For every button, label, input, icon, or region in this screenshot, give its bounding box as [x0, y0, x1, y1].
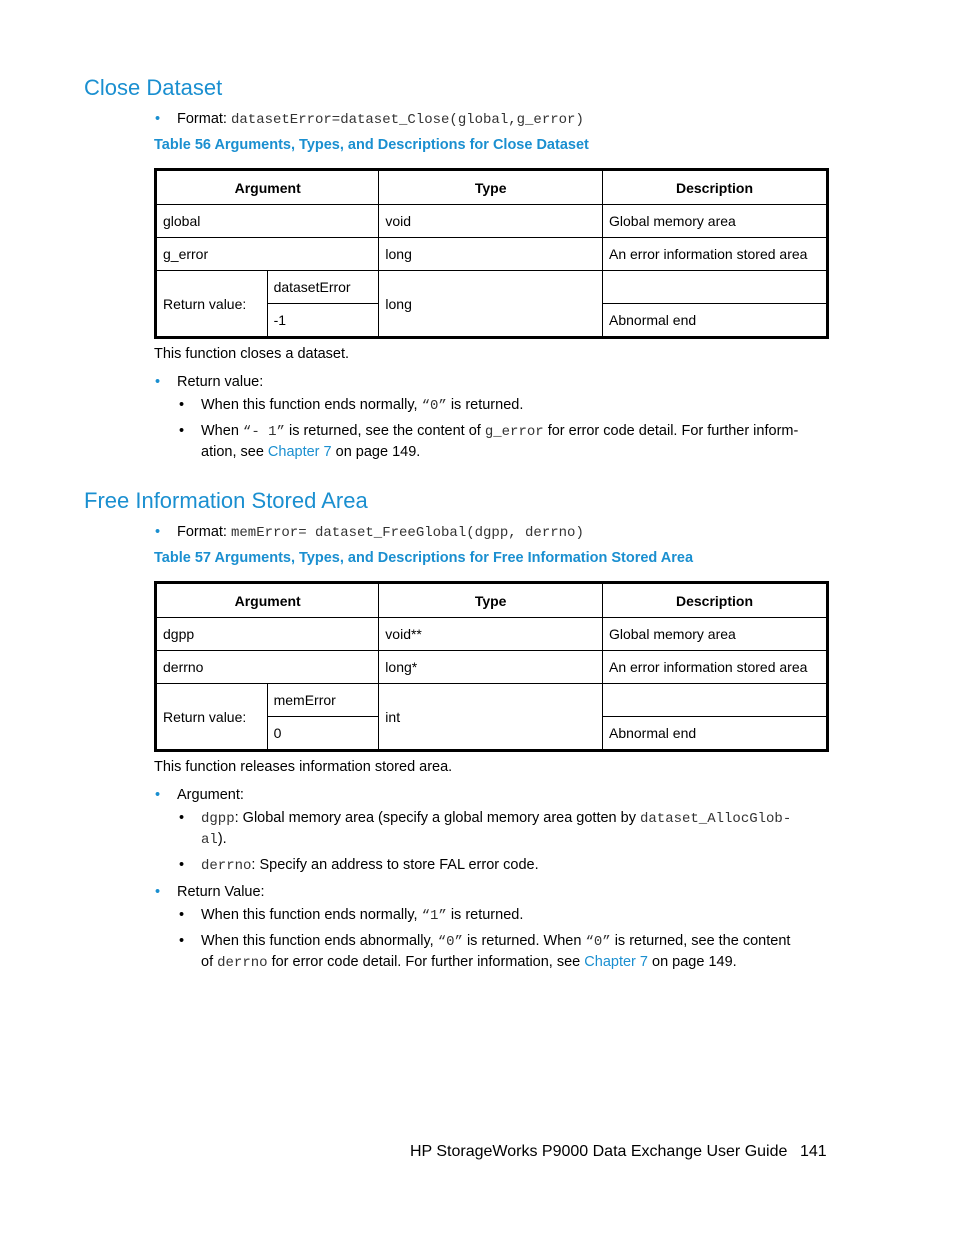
close-intro: This function closes a dataset.	[154, 346, 350, 362]
table-row: -1 Abnormal end	[156, 304, 828, 338]
page-number: 141	[800, 1143, 827, 1160]
header-type: Type	[379, 170, 603, 205]
bullet-icon: •	[155, 111, 161, 127]
close-dataset-table	[154, 168, 829, 339]
free-return-list: • Return Value: • When this function ends normally, “1” is returned. • When this function ends abnormally, “0” is returned. When “0” is returned, see the content of derrno for error code detail. For further information, see Chapter 7 on page 149.	[155, 884, 791, 971]
bullet-icon: •	[155, 524, 161, 540]
close-format-bullet: • Format: datasetError=dataset_Close(global,g_error)	[155, 111, 584, 128]
bullet-icon: •	[155, 787, 161, 803]
table-row: global void Global memory area	[156, 205, 828, 238]
free-argument-list: • Argument: • dgpp: Global memory area (specify a global memory area gotten by dataset_AllocGlob- al). • derrno: Specify an address to store FAL error code.	[155, 787, 792, 874]
format-code: datasetError=dataset_Close(global,g_error)	[230, 112, 584, 128]
format-code: memError= dataset_FreeGlobal(dgpp, derrno)	[230, 525, 584, 541]
bullet-icon: •	[179, 423, 185, 439]
table-row: 0 Abnormal end	[156, 717, 828, 751]
header-argument: Argument	[156, 583, 379, 618]
chapter-link[interactable]: Chapter 7	[267, 444, 332, 460]
chapter-link[interactable]: Chapter 7	[584, 954, 648, 970]
bullet-icon: •	[179, 810, 185, 826]
section-heading: Free Information Stored Area	[84, 488, 368, 513]
header-argument: Argument	[156, 170, 379, 205]
header-description: Description	[603, 170, 828, 205]
section-heading: Close Dataset	[84, 75, 223, 100]
table-row: derrno long* An error information stored area	[156, 651, 828, 684]
bullet-icon: •	[179, 907, 185, 923]
close-dataset-section	[84, 76, 829, 100]
table-row: g_error long An error information stored area	[156, 238, 828, 271]
table-row: Return value: memError int	[156, 684, 828, 717]
header-type: Type	[379, 583, 603, 618]
close-return-list: • Return value: • When this function ends normally, “0” is returned. • When “- 1” is returned, see the content of g_error for error code detail. For further inform- ation, see Chapter 7 on page 149.	[155, 374, 799, 460]
free-info-table	[154, 581, 829, 752]
bullet-icon: •	[179, 397, 185, 413]
footer-title: HP StorageWorks P9000 Data Exchange User Guide	[410, 1143, 788, 1160]
bullet-icon: •	[155, 374, 161, 390]
bullet-icon: •	[155, 884, 161, 900]
bullet-icon: •	[179, 933, 185, 949]
table-caption: Table 57 Arguments, Types, and Descriptions for Free Information Stored Area	[154, 550, 694, 566]
free-info-section	[84, 489, 829, 513]
header-description: Description	[602, 583, 827, 618]
table-row: dgpp void** Global memory area	[156, 618, 828, 651]
free-intro: This function releases information stored area.	[154, 759, 453, 775]
free-format-bullet: • Format: memError= dataset_FreeGlobal(dgpp, derrno)	[155, 524, 584, 541]
table-caption: Table 56 Arguments, Types, and Descriptions for Close Dataset	[154, 137, 589, 153]
bullet-icon: •	[179, 857, 185, 873]
page-footer	[410, 1143, 827, 1161]
table-row: Return value: datasetError long	[156, 271, 828, 304]
